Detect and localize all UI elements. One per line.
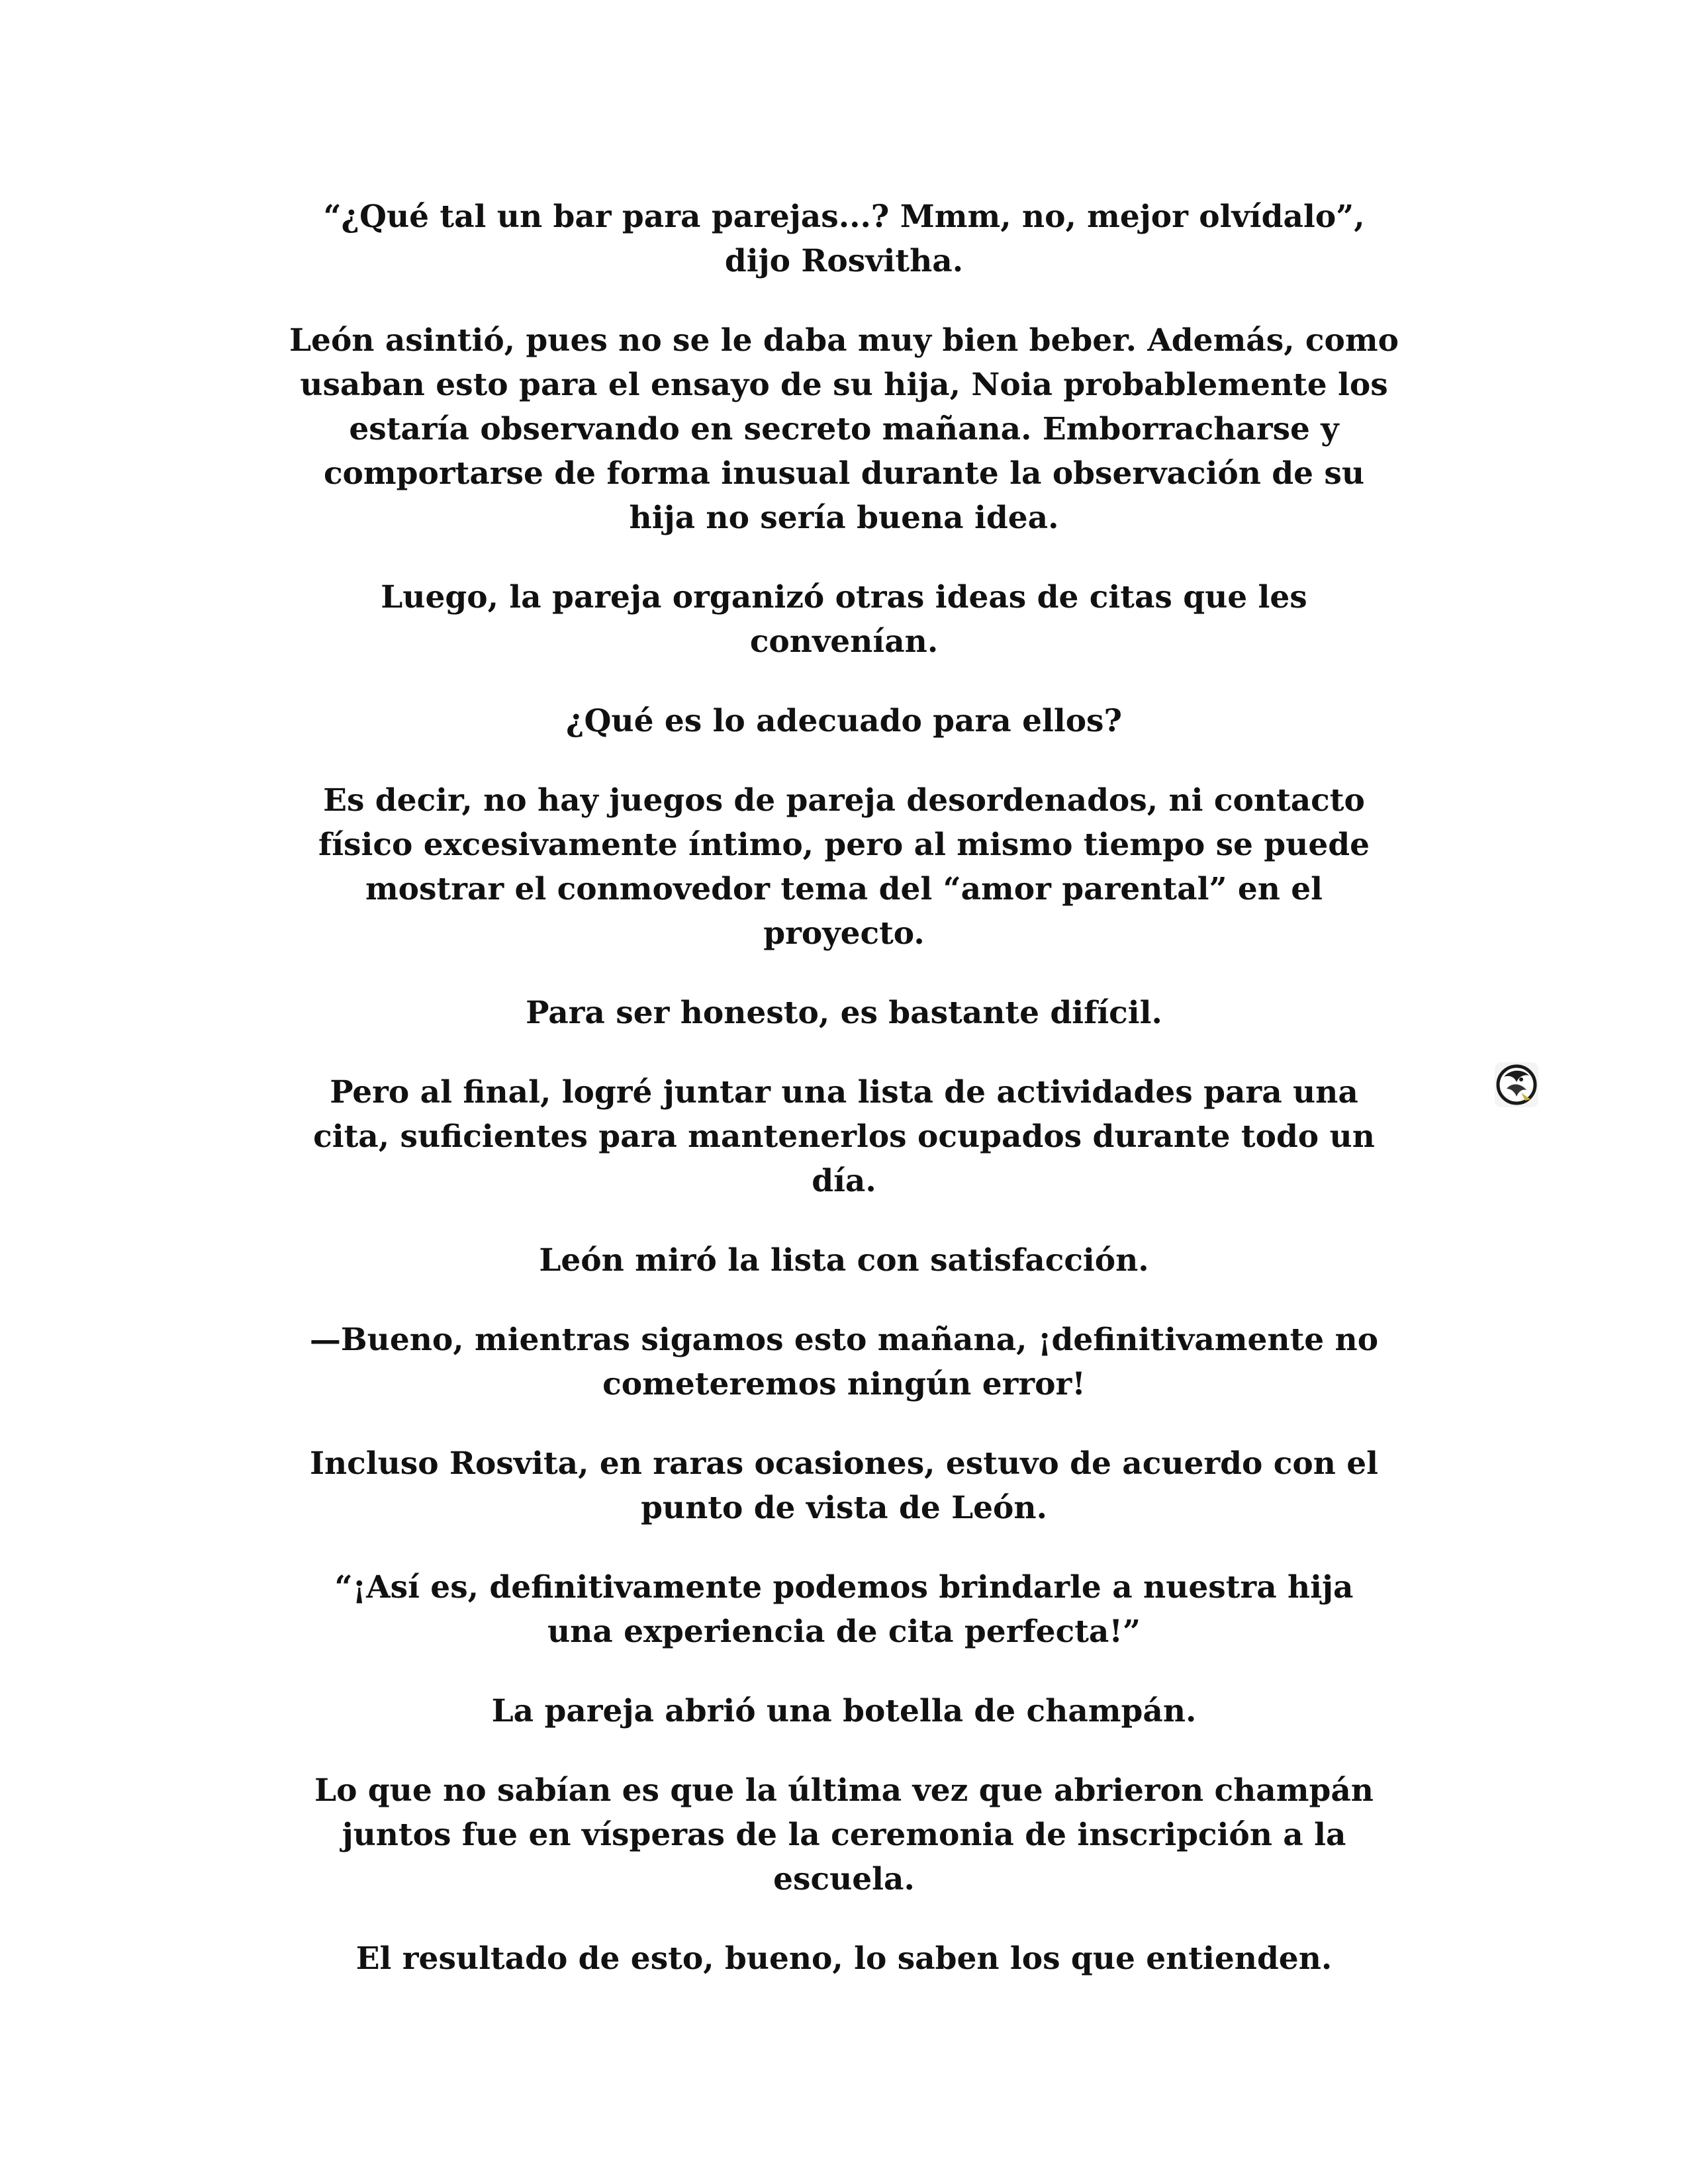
paragraph [225, 1070, 1463, 1203]
text-line: Para ser honesto, es bastante difícil. [526, 995, 1162, 1031]
paragraph [225, 1936, 1463, 1981]
text-line: comportarse de forma inusual durante la observación de su [323, 455, 1365, 492]
paragraph [225, 1238, 1463, 1283]
text-line: Incluso Rosvita, en raras ocasiones, estuvo de acuerdo con el [309, 1445, 1379, 1482]
text-line: mostrar el conmovedor tema del “amor parental” en el [365, 871, 1323, 907]
paragraph [225, 1689, 1463, 1733]
text-line: convenían. [749, 623, 939, 660]
text-line: día. [812, 1163, 876, 1199]
page-body [225, 195, 1463, 2016]
paragraph [225, 1565, 1463, 1654]
paragraph [225, 1768, 1463, 1901]
paragraph [225, 575, 1463, 664]
text-line: Lo que no sabían es que la última vez que abrieron champán [314, 1772, 1374, 1809]
paragraph [225, 1441, 1463, 1530]
text-line: juntos fue en vísperas de la ceremonia de inscripción a la [342, 1817, 1346, 1853]
text-line: hija no sería buena idea. [629, 500, 1059, 536]
paragraph [225, 778, 1463, 956]
text-line: estaría observando en secreto mañana. Emborracharse y [349, 411, 1339, 447]
text-line: Pero al final, logré juntar una lista de actividades para una [330, 1074, 1358, 1111]
text-line: ¿Qué es lo adecuado para ellos? [565, 703, 1123, 739]
text-line: escuela. [773, 1861, 915, 1897]
dragon-emblem-icon [1495, 1062, 1538, 1107]
text-line: León asintió, pues no se le daba muy bien beber. Además, como [289, 322, 1399, 359]
text-line: proyecto. [763, 915, 925, 952]
paragraph [225, 1318, 1463, 1406]
text-line: dijo Rosvitha. [724, 243, 964, 279]
text-line: cita, suficientes para mantenerlos ocupados durante todo un [313, 1118, 1375, 1155]
text-line: punto de vista de León. [641, 1490, 1047, 1526]
text-line: El resultado de esto, bueno, lo saben los que entienden. [355, 1940, 1333, 1977]
text-line: La pareja abrió una botella de champán. [491, 1693, 1197, 1729]
text-line: —Bueno, mientras sigamos esto mañana, ¡definitivamente no [309, 1322, 1379, 1358]
text-line: una experiencia de cita perfecta!” [547, 1614, 1141, 1650]
text-line: “¿Qué tal un bar para parejas...? Mmm, no, mejor olvídalo”, [323, 199, 1365, 235]
paragraph [225, 991, 1463, 1035]
paragraph [225, 318, 1463, 540]
text-line: León miró la lista con satisfacción. [539, 1242, 1149, 1279]
text-line: Es decir, no hay juegos de pareja desordenados, ni contacto [323, 782, 1365, 819]
text-line: cometeremos ningún error! [602, 1366, 1086, 1402]
paragraph [225, 195, 1463, 283]
text-line: Luego, la pareja organizó otras ideas de citas que les [381, 579, 1307, 615]
text-line: “¡Así es, definitivamente podemos brindarle a nuestra hija [334, 1569, 1354, 1606]
text-line: físico excesivamente íntimo, pero al mismo tiempo se puede [318, 827, 1370, 863]
paragraph [225, 699, 1463, 743]
text-line: usaban esto para el ensayo de su hija, Noia probablemente los [300, 367, 1388, 403]
